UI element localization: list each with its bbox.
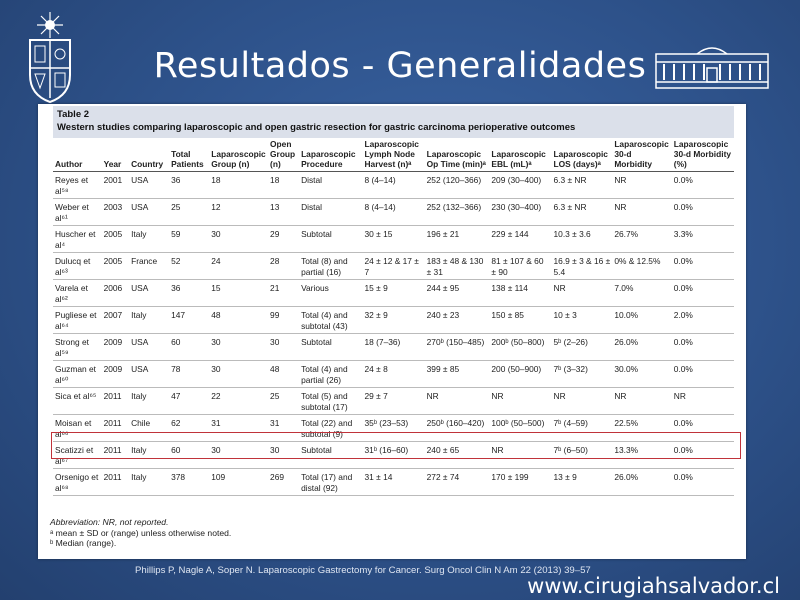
- table-cell: 13.3%: [612, 442, 671, 469]
- table-cell: 10.0%: [612, 307, 671, 334]
- table-cell: 30: [209, 226, 268, 253]
- table-cell: 200 (50–900): [489, 361, 551, 388]
- table-cell: Moisan et al⁶⁶: [53, 415, 102, 442]
- table-header-row: [53, 138, 734, 172]
- table-cell: NR: [552, 280, 613, 307]
- table-cell: 209 (30–400): [489, 172, 551, 199]
- results-table: [53, 138, 734, 496]
- col-header: Total Patients: [169, 138, 209, 172]
- table-row: [53, 388, 734, 415]
- table-cell: USA: [129, 172, 169, 199]
- table-cell: Total (17) and distal (92): [299, 469, 362, 496]
- table-cell: 30.0%: [612, 361, 671, 388]
- table-cell: 0.0%: [672, 469, 734, 496]
- table-cell: 30: [209, 334, 268, 361]
- col-header: Author: [53, 138, 102, 172]
- table-cell: 29 ± 7: [363, 388, 425, 415]
- footnote-a: ᵃ mean ± SD or (range) unless otherwise noted.: [50, 527, 232, 538]
- university-seal-logo: [25, 10, 75, 105]
- table-cell: Dulucq et al⁶³: [53, 253, 102, 280]
- table-cell: 26.0%: [612, 334, 671, 361]
- table-cell: 244 ± 95: [425, 280, 490, 307]
- col-header: Laparoscopic Group (n): [209, 138, 268, 172]
- col-header: Year: [102, 138, 130, 172]
- table-cell: 270ᵇ (150–485): [425, 334, 490, 361]
- col-header: Laparoscopic LOS (days)ᵃ: [552, 138, 613, 172]
- table-row: [53, 253, 734, 280]
- table-cell: 22.5%: [612, 415, 671, 442]
- table-cell: 10 ± 3: [552, 307, 613, 334]
- table-cell: 147: [169, 307, 209, 334]
- footnote-b: ᵇ Median (range).: [50, 538, 117, 548]
- table-cell: Orsenigo et al⁶⁸: [53, 469, 102, 496]
- table-cell: 24 ± 8: [363, 361, 425, 388]
- table-row: [53, 361, 734, 388]
- table-cell: 36: [169, 172, 209, 199]
- table-cell: 52: [169, 253, 209, 280]
- table-cell: 5ᵇ (2–26): [552, 334, 613, 361]
- table-row: [53, 280, 734, 307]
- table-cell: 0.0%: [672, 199, 734, 226]
- table-cell: NR: [489, 442, 551, 469]
- table-cell: Scatizzi et al⁶⁷: [53, 442, 102, 469]
- table-cell: 230 (30–400): [489, 199, 551, 226]
- table-cell: 59: [169, 226, 209, 253]
- table-cell: 0% & 12.5%: [612, 253, 671, 280]
- table-cell: 12: [209, 199, 268, 226]
- table-cell: 99: [268, 307, 299, 334]
- table-caption-block: [53, 106, 734, 138]
- table-cell: 18: [268, 172, 299, 199]
- table-cell: 0.0%: [672, 442, 734, 469]
- table-cell: Total (4) and partial (26): [299, 361, 362, 388]
- table-cell: 170 ± 199: [489, 469, 551, 496]
- table-row: [53, 199, 734, 226]
- table-cell: Total (8) and partial (16): [299, 253, 362, 280]
- table-cell: 31ᵇ (16–60): [363, 442, 425, 469]
- table-cell: Italy: [129, 442, 169, 469]
- table-cell: 15 ± 9: [363, 280, 425, 307]
- table-cell: 31 ± 14: [363, 469, 425, 496]
- table-cell: 200ᵇ (50–800): [489, 334, 551, 361]
- table-row: [53, 469, 734, 496]
- table-cell: 2005: [102, 253, 130, 280]
- table-cell: Italy: [129, 469, 169, 496]
- table-cell: 26.0%: [612, 469, 671, 496]
- table-cell: 13 ± 9: [552, 469, 613, 496]
- table-cell: 15: [209, 280, 268, 307]
- table-row: [53, 334, 734, 361]
- table-cell: 18: [209, 172, 268, 199]
- table-row: [53, 172, 734, 199]
- table-cell: 2.0%: [672, 307, 734, 334]
- table-caption: Western studies comparing laparoscopic and open gastric resection for gastric carcinoma perioperative outcomes: [57, 122, 576, 133]
- table-cell: 30: [268, 442, 299, 469]
- table-cell: 2006: [102, 280, 130, 307]
- table-cell: 0.0%: [672, 334, 734, 361]
- table-cell: Guzman et al⁶⁰: [53, 361, 102, 388]
- table-cell: 22: [209, 388, 268, 415]
- table-cell: 30: [268, 334, 299, 361]
- table-cell: 16.9 ± 3 & 16 ± 5.4: [552, 253, 613, 280]
- table-row: [53, 226, 734, 253]
- table-cell: 252 (120–366): [425, 172, 490, 199]
- table-cell: NR: [612, 199, 671, 226]
- col-header: Laparoscopic EBL (mL)ᵃ: [489, 138, 551, 172]
- table-cell: 150 ± 85: [489, 307, 551, 334]
- table-cell: USA: [129, 361, 169, 388]
- table-cell: 7ᵇ (4–59): [552, 415, 613, 442]
- table-cell: NR: [552, 388, 613, 415]
- table-cell: Weber et al⁶¹: [53, 199, 102, 226]
- table-cell: Reyes et al⁵⁸: [53, 172, 102, 199]
- table-cell: 36: [169, 280, 209, 307]
- table-cell: 2005: [102, 226, 130, 253]
- table-cell: 30: [209, 361, 268, 388]
- table-cell: 13: [268, 199, 299, 226]
- table-cell: 7ᵇ (6–50): [552, 442, 613, 469]
- table-cell: 30: [209, 442, 268, 469]
- table-cell: 3.3%: [672, 226, 734, 253]
- table-cell: 378: [169, 469, 209, 496]
- table-cell: Italy: [129, 307, 169, 334]
- table-cell: Various: [299, 280, 362, 307]
- table-cell: 25: [169, 199, 209, 226]
- table-cell: 48: [268, 361, 299, 388]
- table-cell: USA: [129, 334, 169, 361]
- table-cell: Chile: [129, 415, 169, 442]
- table-cell: NR: [672, 388, 734, 415]
- col-header: Open Group (n): [268, 138, 299, 172]
- website-url: www.cirugiahsalvador.cl: [527, 574, 780, 598]
- table-cell: 240 ± 23: [425, 307, 490, 334]
- table-cell: 0.0%: [672, 361, 734, 388]
- table-cell: 229 ± 144: [489, 226, 551, 253]
- table-cell: 30 ± 15: [363, 226, 425, 253]
- table-cell: 7ᵇ (3–32): [552, 361, 613, 388]
- table-cell: 2009: [102, 361, 130, 388]
- table-cell: Subtotal: [299, 442, 362, 469]
- table-cell: Varela et al⁶²: [53, 280, 102, 307]
- table-cell: 399 ± 85: [425, 361, 490, 388]
- table-cell: NR: [612, 172, 671, 199]
- table-cell: Subtotal: [299, 226, 362, 253]
- table-cell: 31: [209, 415, 268, 442]
- table-footnotes: [50, 517, 231, 549]
- table-cell: Total (5) and subtotal (17): [299, 388, 362, 415]
- table-cell: 29: [268, 226, 299, 253]
- table-cell: Strong et al⁵⁹: [53, 334, 102, 361]
- table-cell: 250ᵇ (160–420): [425, 415, 490, 442]
- table-cell: 7.0%: [612, 280, 671, 307]
- table-cell: 62: [169, 415, 209, 442]
- table-cell: Distal: [299, 172, 362, 199]
- slide-title: Resultados - Generalidades: [153, 46, 647, 86]
- table-cell: NR: [425, 388, 490, 415]
- table-cell: Sica et al⁶⁵: [53, 388, 102, 415]
- table-cell: 138 ± 114: [489, 280, 551, 307]
- table-cell: 272 ± 74: [425, 469, 490, 496]
- table-cell: 35ᵇ (23–53): [363, 415, 425, 442]
- col-header: Laparoscopic Op Time (min)ᵃ: [425, 138, 490, 172]
- table-image: [38, 104, 746, 559]
- table-cell: Italy: [129, 226, 169, 253]
- table-cell: NR: [489, 388, 551, 415]
- col-header: Laparoscopic 30-d Morbidity: [612, 138, 671, 172]
- table-cell: Pugliese et al⁶⁴: [53, 307, 102, 334]
- table-label: Table 2: [57, 109, 90, 120]
- table-cell: NR: [612, 388, 671, 415]
- table-cell: 0.0%: [672, 415, 734, 442]
- col-header: Laparoscopic Lymph Node Harvest (n)ᵃ: [363, 138, 425, 172]
- table-cell: 6.3 ± NR: [552, 199, 613, 226]
- table-cell: 183 ± 48 & 130 ± 31: [425, 253, 490, 280]
- table-cell: 2011: [102, 469, 130, 496]
- table-cell: 240 ± 65: [425, 442, 490, 469]
- table-cell: 109: [209, 469, 268, 496]
- table-cell: 2007: [102, 307, 130, 334]
- table-body: [53, 172, 734, 496]
- table-cell: 24: [209, 253, 268, 280]
- table-cell: 2011: [102, 415, 130, 442]
- table-row: [53, 442, 734, 469]
- table-cell: 2003: [102, 199, 130, 226]
- table-wrapper: [53, 138, 734, 496]
- table-cell: 78: [169, 361, 209, 388]
- table-cell: 25: [268, 388, 299, 415]
- table-cell: 60: [169, 442, 209, 469]
- col-header: Laparoscopic 30-d Morbidity (%): [672, 138, 734, 172]
- table-cell: Total (22) and subtotal (9): [299, 415, 362, 442]
- table-cell: USA: [129, 280, 169, 307]
- table-cell: Huscher et al⁴: [53, 226, 102, 253]
- col-header: Laparoscopic Procedure: [299, 138, 362, 172]
- table-cell: France: [129, 253, 169, 280]
- table-cell: 269: [268, 469, 299, 496]
- table-cell: USA: [129, 199, 169, 226]
- table-cell: 26.7%: [612, 226, 671, 253]
- citation: Phillips P, Nagle A, Soper N. Laparoscopic Gastrectomy for Cancer. Surg Oncol Clin N Am 22 (2013) 39–57: [135, 565, 591, 576]
- table-cell: 100ᵇ (50–500): [489, 415, 551, 442]
- table-cell: Italy: [129, 388, 169, 415]
- table-cell: 28: [268, 253, 299, 280]
- col-header: Country: [129, 138, 169, 172]
- footnote-abbreviation: Abbreviation: NR, not reported.: [50, 517, 169, 527]
- table-cell: 252 (132–366): [425, 199, 490, 226]
- table-cell: 48: [209, 307, 268, 334]
- table-cell: 8 (4–14): [363, 172, 425, 199]
- table-cell: 2001: [102, 172, 130, 199]
- table-cell: 2011: [102, 388, 130, 415]
- table-cell: 10.3 ± 3.6: [552, 226, 613, 253]
- table-cell: 32 ± 9: [363, 307, 425, 334]
- table-cell: 2011: [102, 442, 130, 469]
- table-row: [53, 415, 734, 442]
- table-cell: 24 ± 12 & 17 ± 7: [363, 253, 425, 280]
- table-cell: 81 ± 107 & 60 ± 90: [489, 253, 551, 280]
- table-cell: 47: [169, 388, 209, 415]
- table-cell: 2009: [102, 334, 130, 361]
- table-cell: 31: [268, 415, 299, 442]
- table-cell: 0.0%: [672, 280, 734, 307]
- table-cell: 21: [268, 280, 299, 307]
- table-cell: Distal: [299, 199, 362, 226]
- table-cell: 8 (4–14): [363, 199, 425, 226]
- table-cell: 0.0%: [672, 172, 734, 199]
- table-cell: Total (4) and subtotal (43): [299, 307, 362, 334]
- table-cell: 196 ± 21: [425, 226, 490, 253]
- table-cell: Subtotal: [299, 334, 362, 361]
- table-cell: 6.3 ± NR: [552, 172, 613, 199]
- table-cell: 60: [169, 334, 209, 361]
- table-cell: 0.0%: [672, 253, 734, 280]
- table-cell: 18 (7–36): [363, 334, 425, 361]
- table-row: [53, 307, 734, 334]
